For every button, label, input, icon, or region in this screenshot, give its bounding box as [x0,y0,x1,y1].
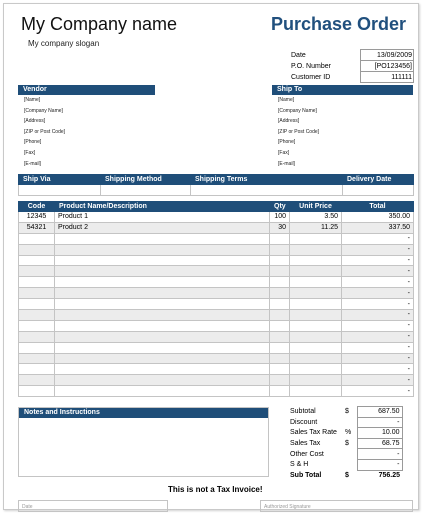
totals-symbol [343,417,357,428]
item-qty-cell[interactable]: 30 [270,222,290,233]
totals-value[interactable]: - [357,417,402,428]
item-description-cell[interactable]: Product 2 [55,222,270,233]
vendor-header: Vendor [18,85,155,95]
item-unit-price-cell[interactable] [290,266,342,277]
ship-to-line[interactable]: [Company Name] [278,107,317,114]
item-unit-price-cell[interactable] [290,277,342,288]
tax-invoice-note: This is not a Tax Invoice! [168,485,263,494]
item-description-cell[interactable] [55,233,270,244]
totals-label: Other Cost [290,450,324,458]
table-row [19,288,414,299]
items-column-header: Product Name/Description [55,202,270,212]
item-qty-cell[interactable] [270,364,290,375]
shipping-table [18,174,414,196]
item-total-cell: - [342,375,414,386]
item-total-cell: - [342,266,414,277]
item-qty-cell[interactable] [270,277,290,288]
item-unit-price-cell[interactable] [290,375,342,386]
totals-symbol: % [345,429,352,437]
ship-to-line[interactable]: [Address] [278,118,300,125]
item-code-cell[interactable] [19,288,55,299]
vendor-line[interactable]: [ZIP or Post Code] [24,128,66,135]
items-column-header: Code [19,202,55,212]
item-total-cell: - [342,386,414,397]
ship-to-line[interactable]: [Phone] [278,139,296,146]
item-code-cell[interactable]: 54321 [19,222,55,233]
table-row [19,364,414,375]
shipping-method-cell[interactable] [101,185,191,196]
item-unit-price-cell[interactable] [290,233,342,244]
notes-box[interactable] [18,407,269,477]
company-name: My Company name [21,14,178,34]
item-total-cell: - [342,331,414,342]
ship-to-line[interactable]: [Fax] [278,149,290,156]
shipping-column-header: Delivery Date [343,175,414,185]
ship-to-block [272,85,413,169]
vendor-block [18,85,155,169]
item-qty-cell[interactable] [270,288,290,299]
item-description-cell[interactable] [55,277,270,288]
totals-symbol: $ [345,408,349,416]
item-total-cell: - [342,364,414,375]
item-code-cell[interactable]: 12345 [19,212,55,223]
table-row [19,277,414,288]
item-description-cell[interactable] [55,353,270,364]
item-total-cell: - [342,244,414,255]
meta-row [290,61,414,72]
ship-to-line[interactable]: [ZIP or Post Code] [278,128,320,135]
table-row [19,266,414,277]
meta-label: Date [291,51,306,59]
item-total-cell: - [342,353,414,364]
authorized-signature-field[interactable]: Authorized Signature [260,500,413,512]
item-code-cell[interactable] [19,386,55,397]
table-row [19,310,414,321]
order-meta-table [290,49,414,83]
item-code-cell[interactable] [19,233,55,244]
item-code-cell[interactable] [19,353,55,364]
totals-label: Subtotal [290,408,316,416]
totals-label: S & H [290,461,309,469]
item-unit-price-cell[interactable] [290,310,342,321]
totals-symbol [343,459,357,470]
item-total-cell: - [342,310,414,321]
item-description-cell[interactable] [55,342,270,353]
totals-value: 687.50 [357,407,402,418]
ship-to-line[interactable]: [Name] [278,97,295,103]
item-total-cell: 350.00 [342,212,414,223]
totals-symbol: $ [345,471,349,479]
vendor-line[interactable]: [Name] [24,97,41,103]
item-code-cell[interactable] [19,310,55,321]
item-description-cell[interactable] [55,244,270,255]
item-total-cell: - [342,255,414,266]
item-description-cell[interactable]: Product 1 [55,212,270,223]
table-row [19,222,414,233]
item-qty-cell[interactable] [270,255,290,266]
table-row [19,386,414,397]
item-total-cell: - [342,342,414,353]
item-code-cell[interactable] [19,320,55,331]
item-qty-cell[interactable] [270,299,290,310]
item-description-cell[interactable] [55,364,270,375]
table-row [19,353,414,364]
item-code-cell[interactable] [19,375,55,386]
table-row [19,342,414,353]
item-description-cell[interactable] [55,331,270,342]
vendor-line[interactable]: [Fax] [24,149,36,156]
totals-label: Sales Tax Rate [290,429,337,437]
item-code-cell[interactable] [19,266,55,277]
item-total-cell: - [342,299,414,310]
items-table [18,201,414,397]
item-qty-cell[interactable] [270,386,290,397]
totals-row [288,449,402,460]
totals-symbol [343,449,357,460]
item-description-cell[interactable] [55,255,270,266]
items-column-header: Total [342,202,414,212]
item-description-cell[interactable] [55,299,270,310]
meta-row [290,72,414,83]
table-row [19,331,414,342]
item-qty-cell[interactable] [270,233,290,244]
item-code-cell[interactable] [19,277,55,288]
document-title: Purchase Order [270,14,406,34]
totals-value[interactable]: - [357,459,402,470]
item-unit-price-cell[interactable] [290,244,342,255]
item-unit-price-cell[interactable] [290,255,342,266]
item-description-cell[interactable] [55,386,270,397]
item-qty-cell[interactable] [270,266,290,277]
totals-value[interactable]: - [357,449,402,460]
shipping-column-header: Ship Via [19,175,101,185]
table-row [19,255,414,266]
item-description-cell[interactable] [55,375,270,386]
item-qty-cell[interactable]: 100 [270,212,290,223]
table-row [19,320,414,331]
table-row [19,375,414,386]
item-description-cell[interactable] [55,288,270,299]
item-code-cell[interactable] [19,244,55,255]
vendor-line[interactable]: [Phone] [24,139,42,146]
table-row [19,244,414,255]
item-qty-cell[interactable] [270,353,290,364]
meta-row [290,50,414,61]
shipping-terms-cell[interactable] [191,185,343,196]
table-row [19,299,414,310]
item-unit-price-cell[interactable] [290,364,342,375]
totals-row [288,428,402,439]
date-field[interactable]: Date [18,500,168,512]
ship-to-line[interactable]: [E-mail] [278,160,295,167]
vendor-line[interactable]: [E-mail] [24,160,41,167]
item-unit-price-cell[interactable]: 3.50 [290,212,342,223]
item-code-cell[interactable] [19,255,55,266]
meta-label: P.O. Number [291,62,331,70]
item-total-cell: 337.50 [342,222,414,233]
totals-row [288,438,402,449]
item-description-cell[interactable] [55,310,270,321]
item-unit-price-cell[interactable]: 11.25 [290,222,342,233]
item-unit-price-cell[interactable] [290,353,342,364]
totals-row [288,459,402,470]
item-unit-price-cell[interactable] [290,299,342,310]
item-description-cell[interactable] [55,266,270,277]
item-qty-cell[interactable] [270,342,290,353]
shipping-column-header: Shipping Method [101,175,191,185]
item-unit-price-cell[interactable] [290,386,342,397]
totals-value: 68.75 [357,438,402,449]
totals-label: Sales Tax [290,440,321,448]
totals-label: Sub Total [290,471,322,479]
meta-value[interactable]: 13/09/2009 [361,50,414,61]
meta-value[interactable]: [PO123456] [361,61,414,72]
meta-value[interactable]: 111111 [361,72,414,83]
totals-value: 756.25 [378,472,400,480]
ship-to-header: Ship To [272,85,413,95]
meta-label: Customer ID [291,73,331,81]
shipping-column-header: Shipping Terms [191,175,343,185]
purchase-order-page [3,3,419,510]
totals-row [288,417,402,428]
items-column-header: Unit Price [290,202,342,212]
item-unit-price-cell[interactable] [290,342,342,353]
table-row [19,212,414,223]
item-code-cell[interactable] [19,331,55,342]
item-description-cell[interactable] [55,320,270,331]
item-qty-cell[interactable] [270,320,290,331]
item-qty-cell[interactable] [270,310,290,321]
item-unit-price-cell[interactable] [290,331,342,342]
company-slogan: My company slogan [28,39,100,48]
item-qty-cell[interactable] [270,375,290,386]
item-unit-price-cell[interactable] [290,320,342,331]
item-code-cell[interactable] [19,364,55,375]
item-qty-cell[interactable] [270,244,290,255]
totals-label: Discount [290,418,318,426]
item-qty-cell[interactable] [270,331,290,342]
vendor-line[interactable]: [Company Name] [24,107,63,114]
totals-table [288,406,403,481]
notes-header: Notes and Instructions [19,408,268,418]
table-row [19,233,414,244]
ship-via-cell[interactable] [19,185,101,196]
item-unit-price-cell[interactable] [290,288,342,299]
totals-value[interactable]: 10.00 [357,428,402,439]
item-total-cell: - [342,233,414,244]
item-code-cell[interactable] [19,342,55,353]
item-total-cell: - [342,288,414,299]
items-column-header: Qty [270,202,290,212]
vendor-line[interactable]: [Address] [24,118,46,125]
totals-row [288,407,402,418]
totals-symbol: $ [345,440,349,448]
totals-row [288,470,402,481]
item-total-cell: - [342,320,414,331]
item-total-cell: - [342,277,414,288]
item-code-cell[interactable] [19,299,55,310]
delivery-date-cell[interactable] [343,185,414,196]
